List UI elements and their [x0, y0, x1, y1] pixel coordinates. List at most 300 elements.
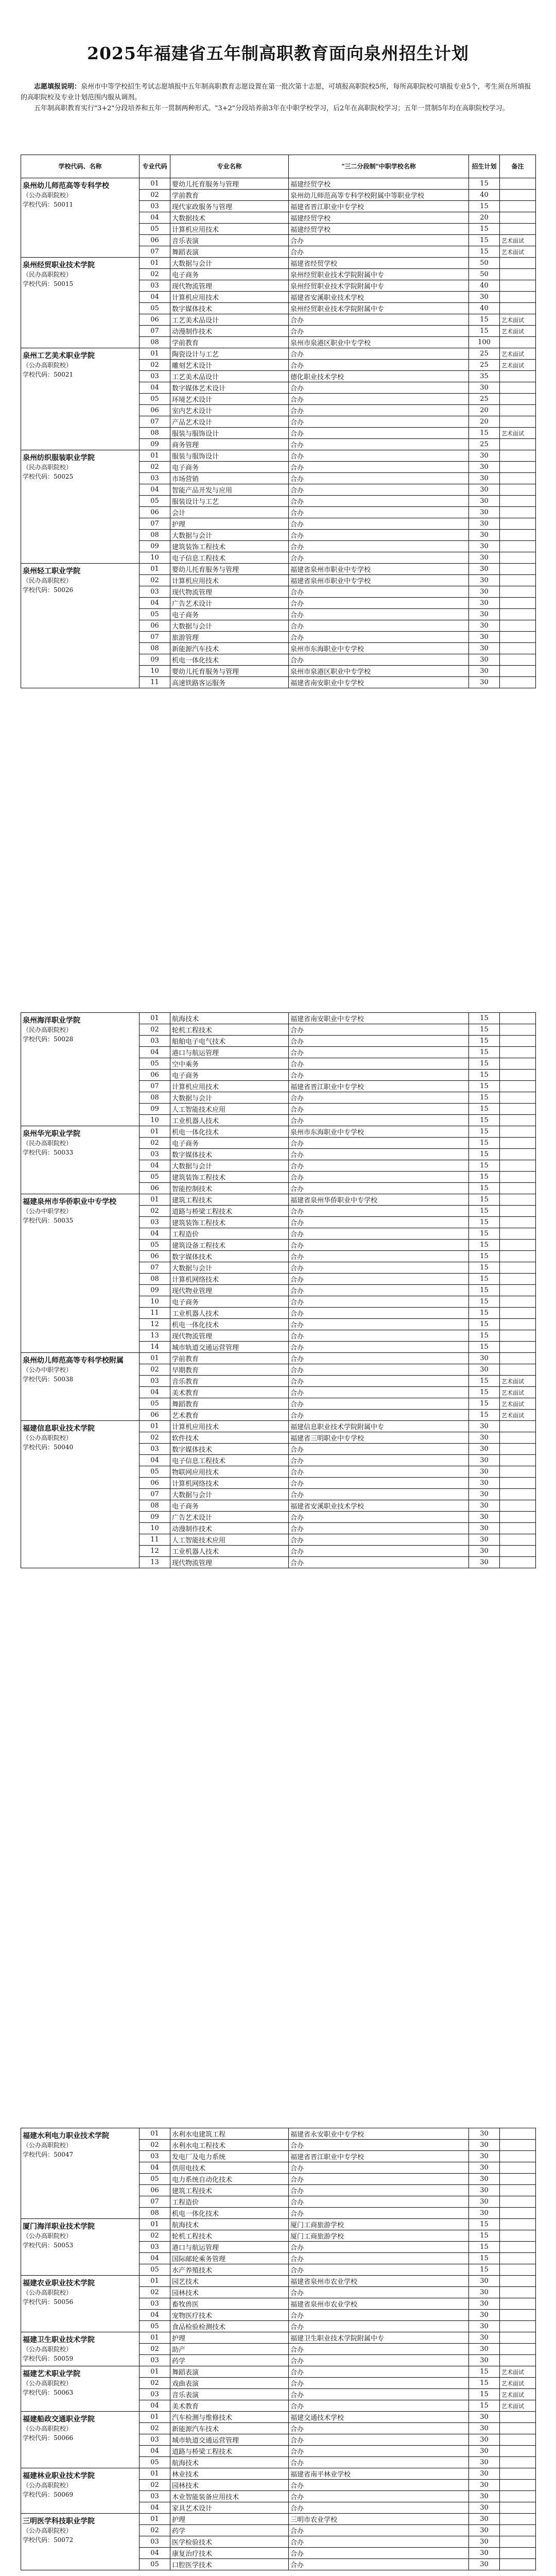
major-code: 02 — [140, 2344, 170, 2355]
school-name: 福建林业职业技术学院 — [23, 2472, 95, 2480]
remark — [500, 382, 536, 394]
partner-school: 合办 — [289, 1376, 469, 1387]
remark — [500, 2355, 536, 2366]
major-name: 商务管理 — [170, 439, 289, 450]
major-name: 新能源汽车技术 — [170, 643, 289, 654]
major-name: 陶瓷设计与工艺 — [170, 348, 289, 360]
remark — [500, 2276, 536, 2287]
major-code: 04 — [140, 2310, 170, 2321]
remark: 艺术面试 — [500, 2366, 536, 2378]
plan-count: 30 — [469, 620, 500, 632]
plan-count: 15 — [469, 2366, 500, 2378]
major-name: 新能源汽车技术 — [170, 2423, 289, 2434]
plan-count: 15 — [469, 1387, 500, 1398]
partner-school: 合办 — [289, 1353, 469, 1364]
major-code: 09 — [140, 1512, 170, 1523]
major-name: 药学 — [170, 2355, 289, 2366]
plan-count: 30 — [469, 541, 500, 552]
plan-count: 30 — [469, 2559, 500, 2570]
remark — [500, 1432, 536, 1444]
partner-school: 合办 — [289, 2310, 469, 2321]
plan-count: 30 — [469, 2548, 500, 2559]
remark — [500, 2128, 536, 2140]
plan-count: 30 — [469, 586, 500, 598]
remark — [500, 2423, 536, 2434]
partner-school: 合办 — [289, 1557, 469, 1568]
major-code: 03 — [140, 201, 170, 212]
plan-count: 15 — [469, 1160, 500, 1172]
major-name: 计算机网络技术 — [170, 1478, 289, 1489]
plan-count: 30 — [469, 2162, 500, 2174]
school-type: （公办中职学校） — [23, 1208, 73, 1215]
school-name: 泉州幼儿师范高等专科学校附属 — [23, 1357, 124, 1365]
major-code: 02 — [140, 2525, 170, 2536]
major-code: 03 — [140, 2491, 170, 2502]
plan-count: 15 — [469, 2378, 500, 2389]
major-code: 01 — [140, 2332, 170, 2344]
major-code: 03 — [140, 1036, 170, 1047]
major-name: 现代物流管理 — [170, 1330, 289, 1342]
major-name: 宠物医疗技术 — [170, 2310, 289, 2321]
partner-school: 合办 — [289, 2321, 469, 2332]
plan-count: 15 — [469, 1024, 500, 1036]
major-name: 美术教育 — [170, 2400, 289, 2412]
remark — [500, 1183, 536, 1194]
plan-count: 25 — [469, 360, 500, 371]
plan-count: 30 — [469, 598, 500, 609]
remark: 艺术面试 — [500, 246, 536, 258]
remark — [500, 2514, 536, 2525]
major-name: 港口与航运管理 — [170, 2242, 289, 2253]
partner-school: 泉州市东海职业中专学校 — [289, 1126, 469, 1138]
major-code: 01 — [140, 1013, 170, 1024]
partner-school: 福建省南安职业中专学校 — [289, 677, 469, 688]
enrollment-table — [21, 2128, 536, 2570]
major-code: 14 — [140, 1342, 170, 1353]
major-name: 广告艺术设计 — [170, 598, 289, 609]
major-code: 01 — [140, 2219, 170, 2230]
remark: 艺术面试 — [500, 1387, 536, 1398]
remark — [500, 1330, 536, 1342]
remark — [500, 292, 536, 303]
major-name: 服装与服饰设计 — [170, 428, 289, 439]
major-name: 舞蹈表演 — [170, 246, 289, 258]
partner-school: 合办 — [289, 1364, 469, 1376]
partner-school: 厦门工商旅游学校 — [289, 2219, 469, 2230]
school-name: 福建船政交通职业学院 — [23, 2415, 95, 2424]
school-code: 学校代码：50015 — [23, 280, 74, 287]
plan-count: 30 — [469, 1512, 500, 1523]
school-code: 学校代码：50021 — [23, 371, 74, 378]
partner-school: 福建省晋江职业中专学校 — [289, 201, 469, 212]
major-code: 08 — [140, 1274, 170, 1285]
plan-count: 15 — [469, 1172, 500, 1183]
plan-count: 30 — [469, 666, 500, 677]
remark — [500, 1274, 536, 1285]
major-code: 02 — [140, 1206, 170, 1217]
school-name: 泉州华光职业学院 — [23, 1130, 80, 1138]
plan-count: 15 — [469, 1070, 500, 1081]
note-label: 志愿填报说明： — [34, 83, 81, 91]
partner-school: 福建交通技术学校 — [289, 2412, 469, 2423]
remark — [500, 1081, 536, 1092]
major-code: 01 — [140, 348, 170, 360]
plan-count: 15 — [469, 1126, 500, 1138]
plan-count: 20 — [469, 416, 500, 428]
remark — [500, 1104, 536, 1115]
major-code: 04 — [140, 2446, 170, 2457]
major-name: 数字媒体技术 — [170, 1444, 289, 1455]
major-code: 03 — [140, 473, 170, 484]
partner-school: 合办 — [289, 1047, 469, 1058]
plan-count: 30 — [469, 1455, 500, 1466]
school-name: 福建农业职业技术学院 — [23, 2279, 95, 2287]
school-type: （公办高职院校） — [23, 362, 73, 369]
major-code: 03 — [140, 1149, 170, 1160]
school-type: （民办高职院校） — [23, 464, 73, 471]
major-code: 07 — [140, 2196, 170, 2208]
partner-school: 合办 — [289, 1138, 469, 1149]
plan-count: 20 — [469, 405, 500, 416]
major-name: 航海技术 — [170, 1013, 289, 1024]
major-name: 发电厂及电力系统 — [170, 2151, 289, 2162]
major-name: 数字媒体技术 — [170, 303, 289, 314]
partner-school: 合办 — [289, 1183, 469, 1194]
school-cell — [21, 258, 140, 348]
remark — [500, 632, 536, 643]
table-row — [21, 564, 536, 575]
major-name: 港口与航运管理 — [170, 1047, 289, 1058]
major-code: 11 — [140, 1308, 170, 1319]
major-name: 电力系统自动化技术 — [170, 2174, 289, 2185]
major-code: 02 — [140, 575, 170, 586]
school-name: 泉州经贸职业技术学院 — [23, 261, 95, 269]
remark — [500, 1092, 536, 1104]
major-name: 护理 — [170, 2332, 289, 2344]
major-name: 计算机网络技术 — [170, 1274, 289, 1285]
partner-school: 福建省泉州市农业学校 — [289, 2298, 469, 2310]
partner-school: 合办 — [289, 394, 469, 405]
major-code: 05 — [140, 2559, 170, 2570]
major-code: 02 — [140, 2230, 170, 2242]
partner-school: 合办 — [289, 1466, 469, 1478]
school-cell — [21, 2514, 140, 2570]
remark — [500, 2287, 536, 2298]
partner-school: 福建省永安职业中专学校 — [289, 2128, 469, 2140]
major-name: 城市轨道交通运营管理 — [170, 1342, 289, 1353]
remark — [500, 212, 536, 224]
table-row — [21, 2412, 536, 2423]
major-code: 11 — [140, 1534, 170, 1546]
plan-count: 15 — [469, 1149, 500, 1160]
major-name: 学前教育 — [170, 190, 289, 201]
major-code: 02 — [140, 1138, 170, 1149]
major-name: 建筑装饰工程技术 — [170, 1172, 289, 1183]
major-code: 03 — [140, 2151, 170, 2162]
partner-school: 合办 — [289, 2525, 469, 2536]
major-name: 大数据与会计 — [170, 258, 289, 269]
partner-school: 合办 — [289, 2559, 469, 2570]
school-name: 福建水利电力职业技术学院 — [23, 2132, 109, 2140]
major-name: 电子商务 — [170, 1070, 289, 1081]
plan-count: 30 — [469, 518, 500, 530]
major-name: 建筑工程技术 — [170, 1194, 289, 1206]
plan-count: 30 — [469, 575, 500, 586]
plan-count: 15 — [469, 1251, 500, 1262]
plan-count: 15 — [469, 1183, 500, 1194]
major-code: 02 — [140, 1432, 170, 1444]
remark — [500, 371, 536, 382]
school-code: 学校代码：50011 — [23, 201, 74, 208]
partner-school: 合办 — [289, 2423, 469, 2434]
plan-count: 20 — [469, 212, 500, 224]
remark — [500, 484, 536, 496]
plan-count: 15 — [469, 428, 500, 439]
major-code: 04 — [140, 1228, 170, 1240]
plan-count: 30 — [469, 2491, 500, 2502]
remark — [500, 1172, 536, 1183]
remark: 艺术面试 — [500, 1376, 536, 1387]
school-cell — [21, 450, 140, 564]
plan-count: 30 — [469, 2412, 500, 2423]
partner-school: 德化职业技术学校 — [289, 371, 469, 382]
major-name: 服装与服饰设计 — [170, 450, 289, 462]
major-code: 13 — [140, 1557, 170, 1568]
major-code: 04 — [140, 1160, 170, 1172]
table-row — [21, 1126, 536, 1138]
major-code: 05 — [140, 394, 170, 405]
plan-count: 15 — [469, 1036, 500, 1047]
major-name: 数字媒体技术 — [170, 1251, 289, 1262]
major-name: 电子商务 — [170, 609, 289, 620]
remark — [500, 439, 536, 450]
plan-count: 30 — [469, 2344, 500, 2355]
remark: 艺术面试 — [500, 2378, 536, 2389]
remark — [500, 178, 536, 190]
enrollment-table-section — [21, 1012, 535, 1568]
major-code: 01 — [140, 1194, 170, 1206]
partner-school: 福建省晋江职业中专学校 — [289, 2151, 469, 2162]
partner-school: 合办 — [289, 496, 469, 507]
major-code: 05 — [140, 609, 170, 620]
plan-count: 30 — [469, 292, 500, 303]
major-code: 06 — [140, 1410, 170, 1421]
major-code: 04 — [140, 2400, 170, 2412]
major-name: 电子信息工程技术 — [170, 552, 289, 564]
remark — [500, 1228, 536, 1240]
major-name: 工程造价 — [170, 2196, 289, 2208]
partner-school: 合办 — [289, 1274, 469, 1285]
partner-school: 福建经贸学校 — [289, 212, 469, 224]
major-name: 数字媒体技术 — [170, 1149, 289, 1160]
plan-count: 25 — [469, 348, 500, 360]
major-code: 04 — [140, 1387, 170, 1398]
major-code: 04 — [140, 598, 170, 609]
school-name: 福建艺术职业学院 — [23, 2370, 80, 2378]
remark: 艺术面试 — [500, 428, 536, 439]
major-code: 07 — [140, 632, 170, 643]
partner-school: 合办 — [289, 1296, 469, 1308]
major-code: 08 — [140, 1092, 170, 1104]
major-code: 03 — [140, 1444, 170, 1455]
school-code: 学校代码：50047 — [23, 2151, 74, 2158]
plan-count: 30 — [469, 2423, 500, 2434]
remark — [500, 224, 536, 235]
partner-school: 合办 — [289, 2208, 469, 2219]
table-row — [21, 1421, 536, 1432]
major-name: 供用电技术 — [170, 2162, 289, 2174]
partner-school: 合办 — [289, 2253, 469, 2264]
major-name: 电子商务 — [170, 462, 289, 473]
plan-count: 30 — [469, 2321, 500, 2332]
major-name: 木业智能装备应用技术 — [170, 2491, 289, 2502]
major-name: 音乐表演 — [170, 235, 289, 246]
school-code: 学校代码：50063 — [23, 2389, 74, 2396]
remark — [500, 643, 536, 654]
remark — [500, 1115, 536, 1126]
major-name: 电子商务 — [170, 1500, 289, 1512]
major-code: 03 — [140, 2389, 170, 2400]
remark — [500, 1058, 536, 1070]
remark — [500, 416, 536, 428]
plan-count: 30 — [469, 1478, 500, 1489]
remark — [500, 541, 536, 552]
major-name: 建筑工程技术 — [170, 2185, 289, 2196]
major-code: 09 — [140, 654, 170, 666]
plan-count: 15 — [469, 2400, 500, 2412]
remark — [500, 1466, 536, 1478]
major-name: 现代物流管理 — [170, 586, 289, 598]
partner-school: 福建省经贸学校 — [289, 258, 469, 269]
major-name: 动漫制作技术 — [170, 1523, 289, 1534]
remark — [500, 1478, 536, 1489]
major-code: 12 — [140, 1319, 170, 1330]
plan-count: 15 — [469, 1308, 500, 1319]
plan-count: 15 — [469, 246, 500, 258]
partner-school: 福建省晋江职业中专学校 — [289, 1081, 469, 1092]
partner-school: 福建省安溪职业技术学校 — [289, 1500, 469, 1512]
page-title: 2025年福建省五年制高职教育面向泉州招生计划 — [87, 43, 469, 63]
major-code: 05 — [140, 1058, 170, 1070]
remark — [500, 2151, 536, 2162]
plan-count: 25 — [469, 394, 500, 405]
table-row — [21, 2332, 536, 2344]
partner-school: 合办 — [289, 1251, 469, 1262]
major-code: 01 — [140, 2468, 170, 2480]
remark: 艺术面试 — [500, 348, 536, 360]
partner-school: 合办 — [289, 2174, 469, 2185]
column-header: 备注 — [500, 155, 536, 178]
column-header: 专业名称 — [170, 155, 289, 178]
major-name: 电子商务 — [170, 1138, 289, 1149]
major-name: 林业技术 — [170, 2468, 289, 2480]
partner-school: 福建省泉州市农业学校 — [289, 2276, 469, 2287]
school-cell — [21, 2412, 140, 2468]
plan-count: 30 — [469, 1421, 500, 1432]
major-code: 07 — [140, 518, 170, 530]
major-name: 电子商务 — [170, 1296, 289, 1308]
school-cell — [21, 564, 140, 688]
major-code: 06 — [140, 1070, 170, 1081]
partner-school: 合办 — [289, 1444, 469, 1455]
remark — [500, 1342, 536, 1353]
plan-count: 15 — [469, 1228, 500, 1240]
partner-school: 合办 — [289, 1092, 469, 1104]
partner-school: 福建卫生职业技术学院附属中专 — [289, 2332, 469, 2344]
major-name: 工业机器人技术 — [170, 1115, 289, 1126]
major-code: 07 — [140, 1262, 170, 1274]
plan-count: 15 — [469, 178, 500, 190]
major-name: 智能控制技术 — [170, 1183, 289, 1194]
major-name: 服装设计与工艺 — [170, 496, 289, 507]
major-code: 03 — [140, 1217, 170, 1228]
major-name: 工业机器人技术 — [170, 1546, 289, 1557]
remark — [500, 2457, 536, 2468]
school-name: 三明医学科技职业学院 — [23, 2517, 95, 2526]
remark — [500, 666, 536, 677]
major-name: 戏曲表演 — [170, 2378, 289, 2389]
remark — [500, 1262, 536, 1274]
major-code: 07 — [140, 246, 170, 258]
remark — [500, 2480, 536, 2491]
remark — [500, 2174, 536, 2185]
major-code: 03 — [140, 2536, 170, 2548]
plan-count: 30 — [469, 2276, 500, 2287]
major-code: 02 — [140, 2287, 170, 2298]
partner-school: 合办 — [289, 416, 469, 428]
school-cell — [21, 2366, 140, 2412]
major-name: 水利水电建筑工程 — [170, 2128, 289, 2140]
major-code: 03 — [140, 2298, 170, 2310]
plan-count: 30 — [469, 2514, 500, 2525]
major-code: 02 — [140, 2480, 170, 2491]
major-code: 05 — [140, 1240, 170, 1251]
remark — [500, 552, 536, 564]
major-code: 13 — [140, 1330, 170, 1342]
partner-school: 合办 — [289, 1240, 469, 1251]
partner-school: 合办 — [289, 428, 469, 439]
major-name: 药学 — [170, 2525, 289, 2536]
major-code: 09 — [140, 1104, 170, 1115]
major-code: 04 — [140, 2548, 170, 2559]
plan-count: 15 — [469, 1206, 500, 1217]
remark — [500, 2548, 536, 2559]
major-code: 05 — [140, 224, 170, 235]
partner-school: 福建省泉州华侨职业中专学校 — [289, 1194, 469, 1206]
partner-school: 福建省泉州市职业中专学校 — [289, 575, 469, 586]
partner-school: 合办 — [289, 2344, 469, 2355]
major-name: 室内艺术设计 — [170, 405, 289, 416]
major-code: 01 — [140, 2514, 170, 2525]
plan-count: 30 — [469, 2525, 500, 2536]
plan-count: 30 — [469, 507, 500, 518]
school-cell — [21, 2276, 140, 2332]
plan-count: 30 — [469, 552, 500, 564]
partner-school: 合办 — [289, 518, 469, 530]
column-header: "三二分段制"中职学校名称 — [289, 155, 469, 178]
major-code: 10 — [140, 1523, 170, 1534]
plan-count: 30 — [469, 1557, 500, 1568]
partner-school: 合办 — [289, 382, 469, 394]
major-code: 03 — [140, 371, 170, 382]
major-code: 08 — [140, 530, 170, 541]
school-type: （公办高职院校） — [23, 2425, 73, 2432]
plan-count: 30 — [469, 564, 500, 575]
partner-school: 三明市农业学校 — [289, 2514, 469, 2525]
major-name: 口腔医学技术 — [170, 2559, 289, 2570]
school-cell — [21, 1126, 140, 1194]
remark — [500, 1489, 536, 1500]
